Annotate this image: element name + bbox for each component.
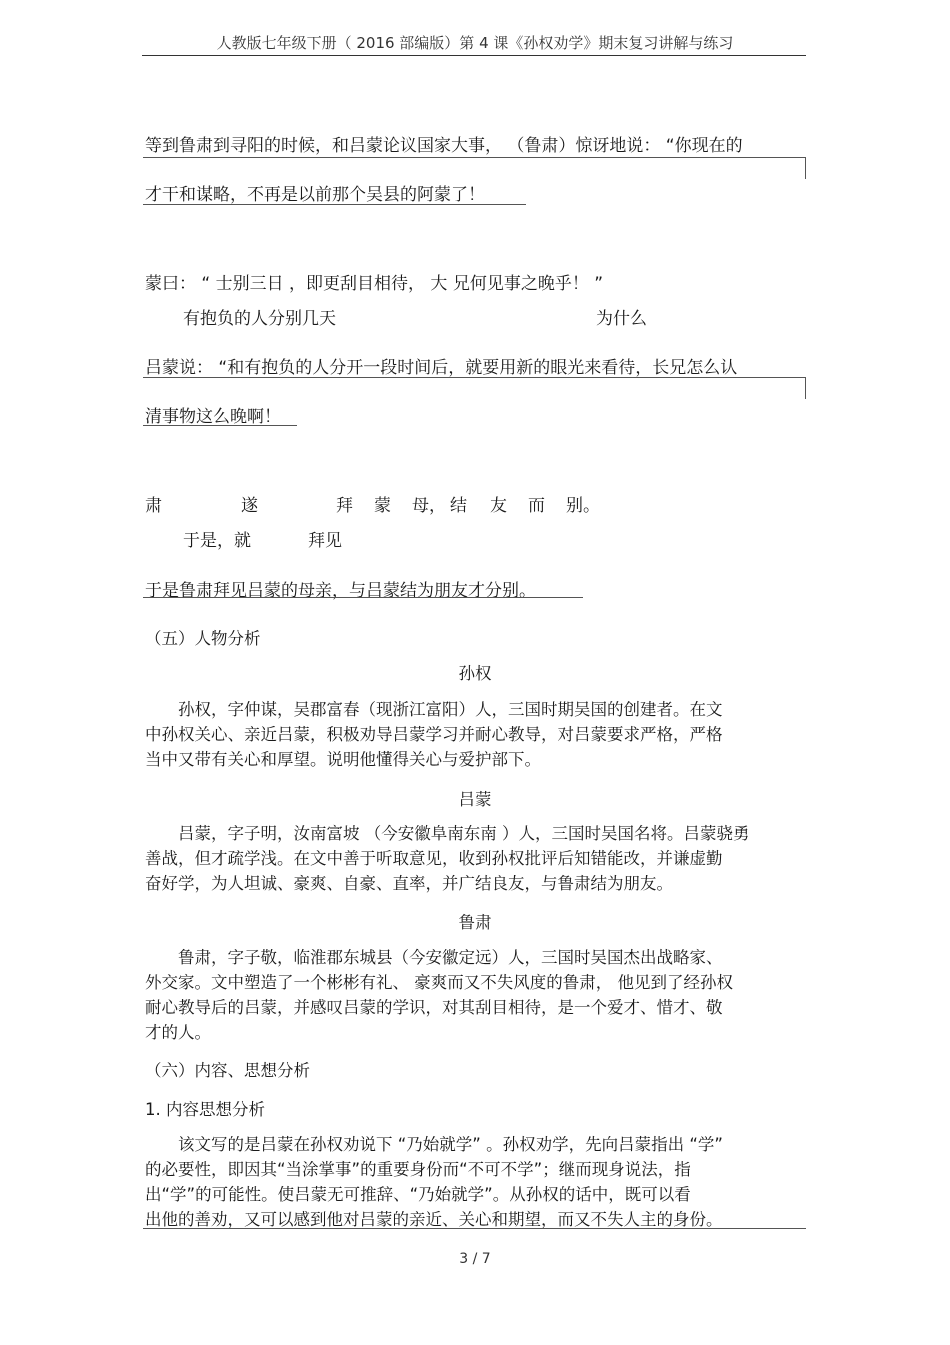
- section-heading: （五）人物分析: [145, 629, 261, 648]
- word-note: 拜见: [308, 531, 342, 551]
- underline: [143, 157, 806, 158]
- paragraph-line: 当中又带有关心和厚望。说明他懂得关心与爱护部下。: [145, 750, 541, 769]
- paragraph-line: 出“学”的可能性。使吕蒙无可推辞、“乃始就学”。从孙权的话中，既可以看: [145, 1185, 691, 1204]
- character-paragraph: [145, 821, 785, 896]
- original-char: 遂: [241, 496, 258, 516]
- header-rule: [142, 55, 806, 56]
- section-heading: （六）内容、思想分析: [145, 1061, 310, 1080]
- paragraph-line: 的必要性，即因其“当涂掌事”的重要身份而“不可不学”；继而现身说法，指: [145, 1160, 691, 1179]
- character-paragraph: [145, 945, 785, 1045]
- content-paragraph: [145, 1132, 785, 1232]
- word-note: 于是，就: [183, 531, 251, 551]
- paragraph-line: 鲁肃，字子敬，临淮郡东城县（今安徽定远）人，三国时吴国杰出战略家、: [178, 948, 723, 967]
- paragraph-line: 奋好学，为人坦诚、豪爽、自豪、直率，并广结良友，与鲁肃结为朋友。: [145, 874, 673, 893]
- bottom-rule: [143, 1228, 806, 1229]
- page-header: 人教版七年级下册（ 2016 部编版）第 4 课《孙权劝学》期末复习讲解与练习: [216, 34, 734, 52]
- word-note: 有抱负的人分别几天: [183, 309, 336, 329]
- paragraph-line: 才的人。: [145, 1023, 211, 1042]
- character-name: 鲁肃: [458, 913, 492, 932]
- paragraph-line: 善战，但才疏学浅。在文中善于听取意见，收到孙权批评后知错能改，并谦虚勤: [145, 849, 723, 868]
- original-char: 拜: [336, 496, 353, 516]
- translation-line: 才干和谋略，不再是以前那个吴县的阿蒙了！: [145, 185, 485, 205]
- subsection-heading: 1. 内容思想分析: [145, 1100, 265, 1119]
- translation-line: 清事物这么晚啊！: [145, 407, 281, 427]
- original-char: 母，: [412, 496, 446, 516]
- underline: [143, 425, 297, 426]
- underline: [143, 377, 806, 378]
- original-char: 蒙: [374, 496, 391, 516]
- paragraph-line: 耐心教导后的吕蒙，并感叹吕蒙的学识，对其刮目相待，是一个爱才、惜才、敬: [145, 998, 723, 1017]
- original-char: 肃: [145, 496, 162, 516]
- original-text: 蒙曰： “ 士别三日 ，即更刮目相待， 大 兄何见事之晚乎！ ”: [145, 274, 604, 294]
- paragraph-line: 该文写的是吕蒙在孙权劝说下 “乃始就学” 。孙权劝学，先向吕蒙指出 “学”: [178, 1135, 723, 1154]
- original-char: 而: [528, 496, 545, 516]
- paragraph-line: 孙权，字仲谋，吴郡富春（现浙江富阳）人，三国时期吴国的创建者。在文: [178, 700, 723, 719]
- word-note: 为什么: [596, 309, 647, 329]
- original-char: 友: [490, 496, 507, 516]
- character-name: 孙权: [458, 664, 492, 683]
- character-paragraph: [145, 697, 785, 772]
- table-border: [805, 377, 806, 399]
- table-border: [805, 157, 806, 179]
- original-char: 别。: [566, 496, 600, 516]
- original-char: 结: [450, 496, 467, 516]
- page-number: 3 / 7: [459, 1251, 491, 1267]
- paragraph-line: 外交家。文中塑造了一个彬彬有礼、 豪爽而又不失风度的鲁肃， 他见到了经孙权: [145, 973, 733, 992]
- paragraph-line: 中孙权关心、亲近吕蒙，积极劝导吕蒙学习并耐心教导，对吕蒙要求严格，严格: [145, 725, 723, 744]
- translation-line: 于是鲁肃拜见吕蒙的母亲，与吕蒙结为朋友才分别。: [145, 581, 536, 601]
- underline: [143, 204, 526, 205]
- underline: [143, 597, 583, 598]
- character-name: 吕蒙: [458, 790, 492, 809]
- translation-line: 等到鲁肃到寻阳的时候，和吕蒙论议国家大事， （鲁肃）惊讶地说： “你现在的: [145, 136, 743, 156]
- paragraph-line: 吕蒙，字子明，汝南富坡 （今安徽阜南东南 ）人，三国时吴国名将。吕蒙骁勇: [178, 824, 750, 843]
- translation-line: 吕蒙说： “和有抱负的人分开一段时间后，就要用新的眼光来看待，长兄怎么认: [145, 358, 738, 378]
- paragraph-line: 出他的善劝，又可以感到他对吕蒙的亲近、关心和期望，而又不失人主的身份。: [145, 1210, 723, 1229]
